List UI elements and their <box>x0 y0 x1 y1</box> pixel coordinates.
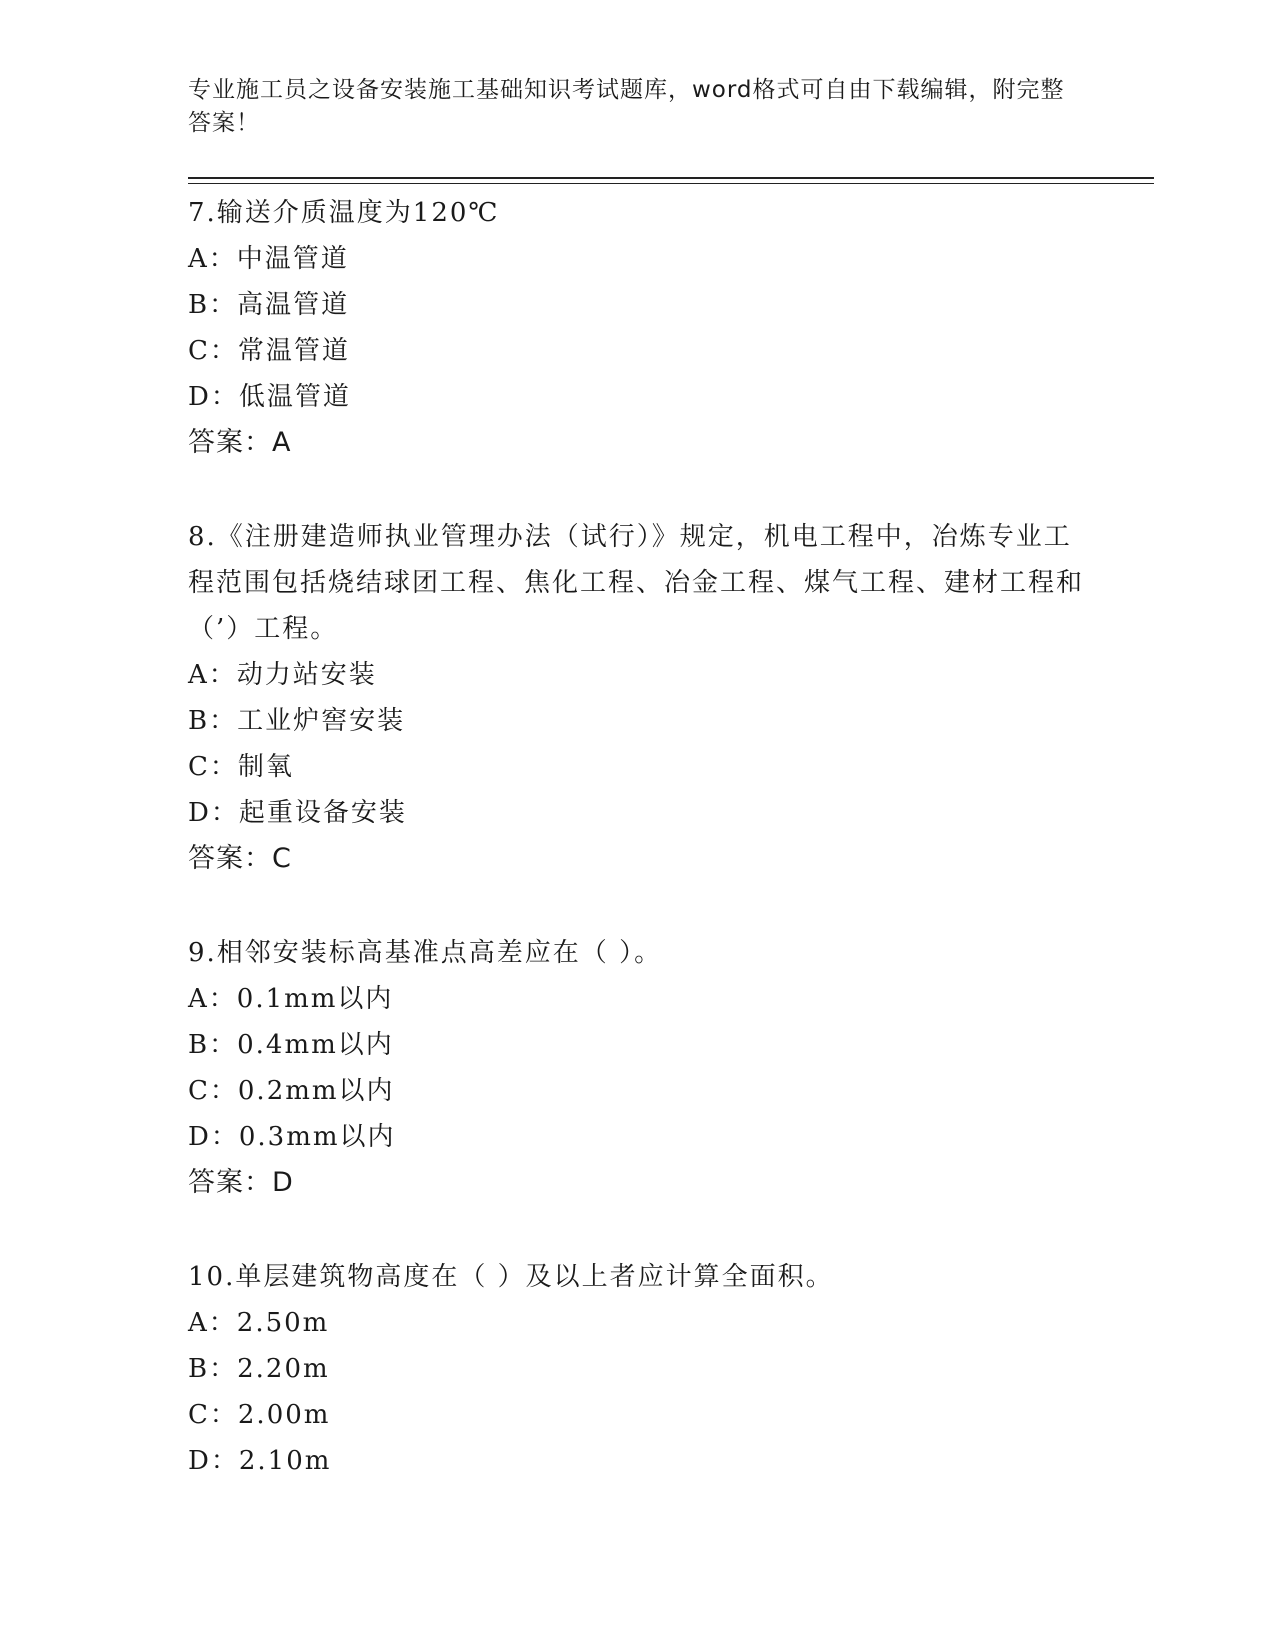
option-a: A：2.50m <box>188 1308 330 1338</box>
option-d: D：2.10m <box>188 1446 332 1476</box>
option-d: D：0.3mm以内 <box>188 1122 396 1152</box>
option-c: C：0.2mm以内 <box>188 1076 395 1106</box>
option-c: C：常温管道 <box>188 336 350 366</box>
option-b: B：高温管道 <box>188 290 350 320</box>
option-b: B：2.20m <box>188 1354 330 1384</box>
header-divider-thin <box>188 183 1154 184</box>
option-a: A：动力站安装 <box>188 660 377 690</box>
option-b: B：工业炉窖安装 <box>188 706 406 736</box>
option-c: C：2.00m <box>188 1400 331 1430</box>
option-b: B：0.4mm以内 <box>188 1030 394 1060</box>
header-divider <box>188 177 1154 179</box>
answer-line: 答案：A <box>188 427 292 458</box>
option-a: A：0.1mm以内 <box>188 984 394 1014</box>
question-stem: 9.相邻安装标高基准点高差应在（ ）。 <box>188 938 663 968</box>
document-intro: 专业施工员之设备安装施工基础知识考试题库，word格式可自由下载编辑，附完整答案！ <box>188 77 1065 136</box>
option-a: A：中温管道 <box>188 244 349 274</box>
answer-line: 答案：D <box>188 1167 294 1198</box>
question-10 <box>188 1254 1088 1484</box>
question-8 <box>188 514 1088 882</box>
question-stem: 10.单层建筑物高度在（ ）及以上者应计算全面积。 <box>188 1262 834 1292</box>
answer-line: 答案：C <box>188 843 292 874</box>
question-7 <box>188 190 1088 466</box>
option-d: D：起重设备安装 <box>188 798 407 828</box>
option-c: C：制氧 <box>188 752 294 782</box>
question-stem: 7.输送介质温度为120℃ <box>188 198 500 228</box>
option-d: D：低温管道 <box>188 382 351 412</box>
question-list <box>188 190 1088 1532</box>
question-stem: 8.《注册建造师执业管理办法（试行）》规定，机电工程中，冶炼专业工程范围包括烧结球团工程、焦化工程、冶金工程、煤气工程、建材工程和（’）工程。 <box>188 522 1085 644</box>
question-9 <box>188 930 1088 1206</box>
